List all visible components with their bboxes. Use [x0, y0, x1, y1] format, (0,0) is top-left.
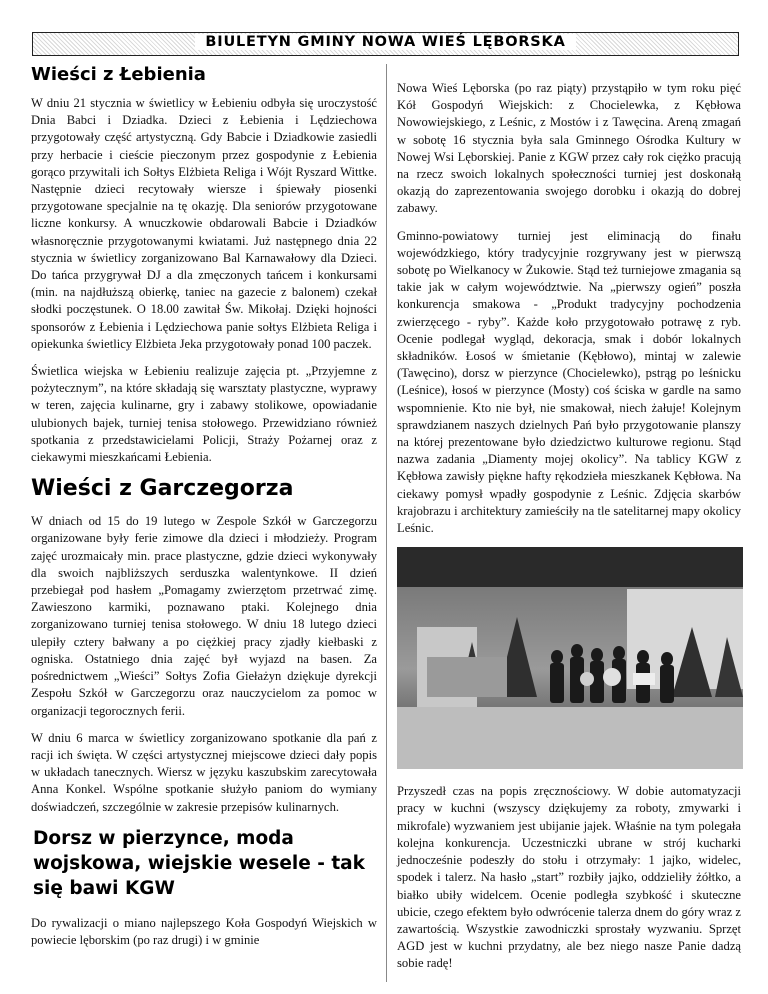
dorsz-paragraph-1: Do rywalizacji o miano najlepszego Koła Gospodyń Wiejskich w powiecie lęborskim (po raz drugi) i w gminie — [31, 915, 377, 947]
header-band — [32, 32, 739, 56]
garczegorze-paragraph-1: W dniach od 15 do 19 lutego w Zespole Szkół w Garczegorzu organizowane były ferie zimowe dla dzieci i młodzieży. Program zajęć urozmaicały min. prace plastyczne, gdzie dzieci wykonywały dla swoich najbliższych serduszka walentynkowe. II dzień przebiegał pod hasłem „Pomagamy zwierzętom przetrwać zimę. Zawieszono karmiki, poznawano ptaki. Kolejnego dnia zorganizowano turniej tenisa stołowego. W dniu 18 lutego dzieci ulepiły cztery bałwany a po ciężkiej pracy zjadły kiełbaski z ogniska. Ostatniego dnia zajęć był wyjazd na basen. Za pośrednictwem „Wieści” Sołtys Zofia Giełażyn dziękuje dyrekcji Zespołu Szkół w Garczegorzu oraz nauczycielom za pomoc w organizacji tegorocznych ferii. — [31, 514, 377, 718]
lebienie-heading: Wieści z Łebienia — [31, 64, 206, 85]
header-title: BIULETYN GMINY NOWA WIEŚ LĘBORSKA — [33, 34, 738, 50]
garczegorze-heading: Wieści z Garczegorza — [31, 476, 294, 502]
kgw-event-photo — [397, 547, 743, 769]
dorsz-paragraph-3: Gminno-powiatowy turniej jest eliminacją do finału wojewódzkiego, który tradycyjnie rozgrywany jest w pierwszą sobotę po Wielkanocy w Żukowie. Stąd też turniejowe zmagania są takie jak w całym województwie. Na „pierwszy ogień” poszła konkurencja smakowa - „Produkt tradycyjny pochodzenia zwierzęcego - ryby”. Każde koło przygotowało potrawę z ryb. Ocenie podlegał wygląd, dekoracja, smak i dobór lokalnych składników. Łosoś w śmietanie (Kębłowo), mintaj w zalewie (Tawęcino), dorsz w pierzynce (Chocielewko), pstrąg po leśnicku (Leśnice), łosoś w pierzynce (Mosty) coś ściska w gardle na samo wspomnienie. Kto nie był, nie smakował, niech żałuje! Kolejnym sprawdzianem naszych dzielnych Pań było przygotowanie planszy na której prezentowane było dziedzictwo kulturowe regionu. Stąd nazwa zadania „Diamenty mojej okolicy”. Na tablicy KGW z Kębłowa zawisły piękne hafty rękodzieła mieszkanek Kębłowa. Na ciekawy pomysł wpadły gospodynie z Leśnic. Zdjęcia skarbów krajobrazu i architektury zamieściły na tle satelitarnej mapy okolicy Leśnic. — [397, 228, 741, 536]
left-column — [31, 64, 377, 959]
dorsz-paragraph-2: Nowa Wieś Lęborska (po raz piąty) przystąpiło w tym roku pięć Kół Gospodyń Wiejskich: z Chocielewka, z Kębłowa Nowowiejskiego, z Leśnic, z Mostów i z Tawęcina. Areną zmagań w sobotę 16 stycznia była sala Gminnego Ośrodka Kultury w Nowej Wsi Lęborskiej. Panie z KGW przez cały rok ciężko pracują na rzecz swoich lokalnych społeczności turniej jest doskonałą okazją do zaprezentowania swojego dorobku i okazją do dobrej zabawy. — [397, 81, 741, 216]
lebienie-paragraph-1: W dniu 21 stycznia w świetlicy w Łebieniu odbyła się uroczystość Dnia Babci i Dziadka. Dzieci z Łebienia i Lędziechowa przygotowały część artystyczną. Gdy Babcie i Dziadkowie zasiedli przy herbacie i cieście pieczonym przez gospodynie z Łebienia gorąco przywitali ich Sołtys Elżbieta Religa i Wójt Ryszard Wittke. Następnie dzieci recytowały wiersze i śpiewały piosenki przygotowane specjalnie na tę okazję. Dla seniorów przygotowane liczne konkursy. A wnuczkowie obdarowali Babcie i Dziadków własnoręcznie przygotowanymi kwiatami. Już następnego dnia 22 stycznia w świetlicy zorganizowano Bal Karnawałowy dla Dzieci. Do tańca przygrywał DJ a dla zmęczonych tańcem i konkursami (min. na najdłuższą obierkę, taniec na gazecie z balonem) czekał słodki poczęstunek. O 18.00 zawitał Św. Mikołaj. Dzięki hojności sponsorów z Łebienia i Lędziechowa panie sołtys Elżbieta Religa i opiekunka świetlicy Elżbieta Jeka przygotowały ponad 100 paczek. — [31, 96, 377, 351]
right-column — [397, 80, 741, 983]
lebienie-paragraph-2: Świetlica wiejska w Łebieniu realizuje zajęcia pt. „Przyjemne z pożytecznym”, na które składają się warsztaty plastyczne, wyprawy w teren, zajęcia kulinarne, gry i zabawy stolikowe, opowiadanie ulubionych bajek, turniej tenisa stołowego. Przewidziano również spotkania z przedstawicielami Policji, Straży Pożarnej oraz z ciekawymi mieszkańcami Łebienia. — [31, 364, 377, 465]
photo-illustration — [397, 547, 743, 769]
dorsz-paragraph-4: Przyszedł czas na popis zręcznościowy. W dobie automatyzacji pracy w kuchni (wszyscy dziękujemy za roboty, zmywarki i mikrofale) wyzwaniem jest ubijanie jajek. Właśnie na tym polegała kolejna konkurencja. Uczestniczki ubrane w strój kucharki jednocześnie podeszły do stołu i otrzymały: 1 jajko, widelec, spodek i talerz. Na hasło „start” rozbiły jajko, oddzieliły żółtko, a białko ubiły widelcem. Ocenie podległa szybkość i skuteczne ubicie, czego efektem było odwrócenie talerza dnem do góry wraz z zawartością. Wszystkie zawodniczki sprostały wyzwaniu. Sprzęt AGD jest w kuchni przydatny, ale bez niego nasze Panie dadzą sobie radę! — [397, 784, 741, 971]
dorsz-heading: Dorsz w pierzynce, moda wojskowa, wiejskie wesele - tak się bawi KGW — [33, 827, 365, 899]
garczegorze-paragraph-2: W dniu 6 marca w świetlicy zorganizowano spotkanie dla pań z racji ich święta. W części artystycznej miejscowe dzieci dały popis w układach tanecznych. Wiersz w języku kaszubskim zarecytowała Anna Konkel. Wspólne spotkanie służyło paniom do wymiany doświadczeń, szczególnie w zakresie przepisów kulinarnych. — [31, 730, 377, 814]
column-divider — [386, 64, 387, 982]
